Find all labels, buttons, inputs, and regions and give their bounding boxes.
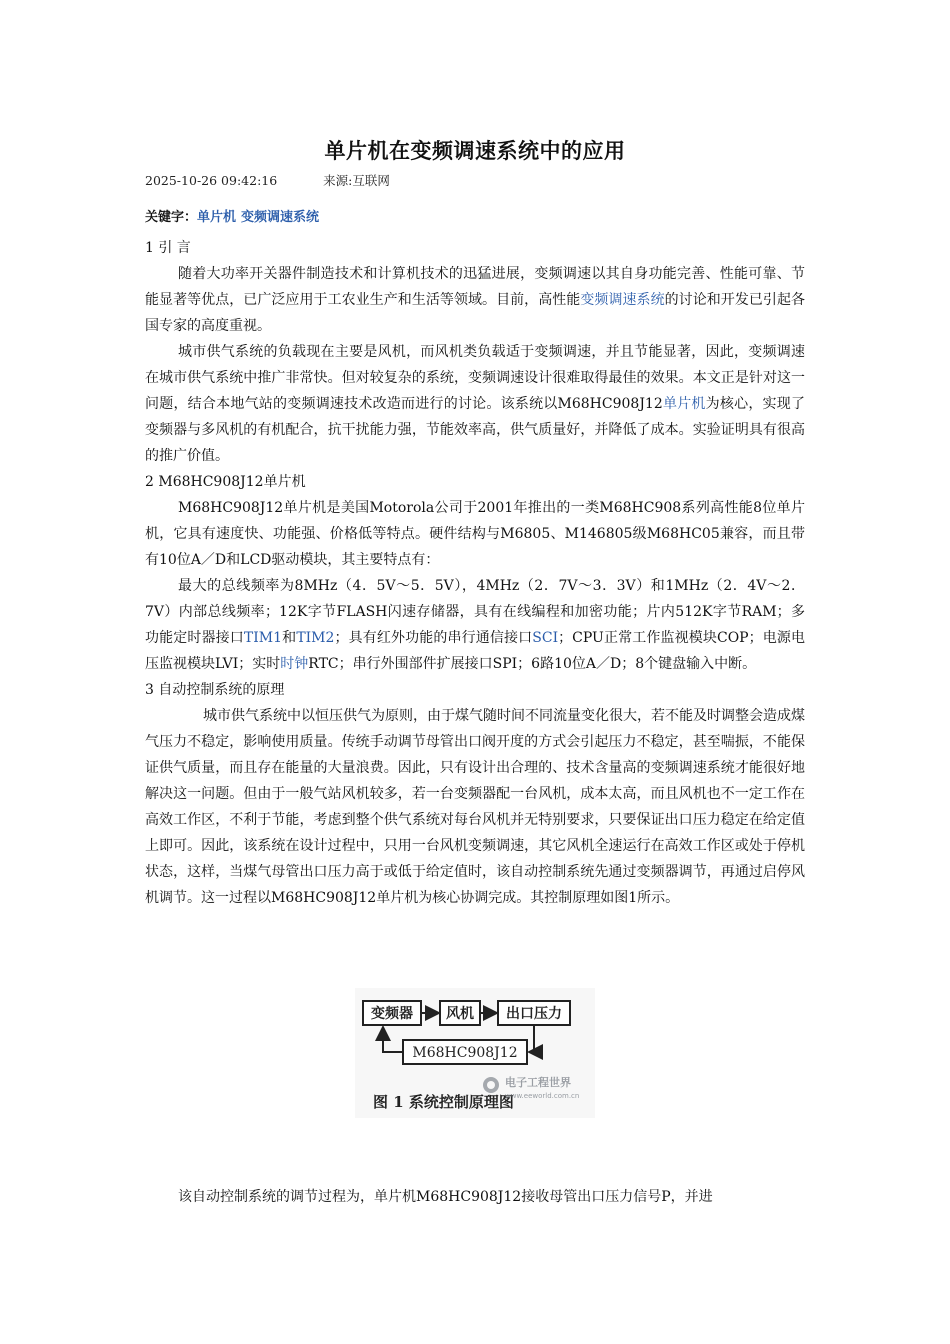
paragraph-control-principle: 城市供气系统中以恒压供气为原则，由于煤气随时间不同流量变化很大，若不能及时调整会造成煤气压力不稳定，影响使用质量。传统手动调节母管出口阀开度的方式会引起压力不稳定，甚至喘振，不能保证供气质量，而且存在能量的大量浪费。因此，只有设计出合理的、技术含量高的变频调速系统才能很好地解决这一问题。但由于一般气站风机较多，若一台变频器配一台风机，成本太高，而且风机也不一定工作在高效工作区，不利于节能，考虑到整个供气系统对每台风机并无特别要求，只要保证出口压力稳定在给定值上即可。因此，该系统在设计过程中，只用一台风机变频调速，其它风机全速运行在高效工作区或处于停机状态，这样，当煤气母管出口压力高于或低于给定值时，该自动控制系统先通过变频器调节，再通过启停风机调节。这一过程以M68HC908J12单片机为核心协调完成。其控制原理如图1所示。 [145, 708, 805, 906]
link-tim1[interactable]: TIM1 [243, 630, 283, 646]
paragraph-intro: 随着大功率开关器件制造技术和计算机技术的迅猛进展，变频调速以其自身功能完善、性能可靠、节能显著等优点，已广泛应用于工农业生产和生活等领域。目前，高性能变频调速系统的讨论和开发已引起各国专家的高度重视。 [145, 266, 806, 334]
box-fan-label: 风机 [446, 1006, 474, 1022]
control-diagram-svg [355, 988, 595, 1118]
keywords-line [145, 206, 324, 225]
figure-caption: 图 1 系统控制原理图 [373, 1093, 514, 1111]
link-tim2[interactable]: TIM2 [296, 630, 335, 646]
article-body [145, 235, 805, 911]
link-clock[interactable]: 时钟 [280, 656, 309, 672]
paragraph-gas-supply: 城市供气系统的负载现在主要是风机，而风机类负载适于变频调速，并且节能显著，因此，变频调速在城市供气系统中推广非常快。但对较复杂的系统，变频调速设计很难取得最佳的效果。本文正是针对这一问题，结合本地气站的变频调速技术改造而进行的讨论。该系统以M68HC908J12单片机为核心，实现了变频器与多风机的有机配合，抗干扰能力强，节能效率高，供气质量好，并降低了成本。实验证明具有很高的推广价值。 [145, 344, 806, 464]
box-inverter-label: 变频器 [371, 1006, 413, 1022]
watermark-url: www.eeworld.com.cn [505, 1092, 580, 1100]
article-source: 来源:互联网 [323, 173, 390, 188]
link-vfd-system[interactable]: 变频调速系统 [580, 292, 665, 308]
article-meta [145, 171, 390, 189]
paragraph-adjustment-process: 该自动控制系统的调节过程为，单片机M68HC908J12接收母管出口压力信号P，并进 [178, 1189, 713, 1205]
section-heading-control: 3 自动控制系统的原理 [145, 682, 285, 698]
box-outlet-pressure-label: 出口压力 [506, 1006, 562, 1022]
section-heading-mcu: 2 M68HC908J12单片机 [145, 474, 306, 490]
keyword-link-vfd-system[interactable]: 变频调速系统 [241, 210, 320, 225]
keywords-label: 关键字： [145, 210, 198, 225]
box-mcu-label: M68HC908J12 [412, 1045, 518, 1061]
publish-date: 2025-10-26 09:42:16 [145, 173, 278, 188]
link-sci[interactable]: SCI [532, 630, 559, 646]
watermark-text: 电子工程世界 [505, 1076, 571, 1089]
paragraph-mcu-intro: M68HC908J12单片机是美国Motorola公司于2001年推出的一类M68HC908系列高性能8位单片机，它具有速度快、功能强、价格低等特点。硬件结构与M6805、M146805级M68HC05兼容，而且带有10位A／D和LCD驱动模块，其主要特点有： [145, 500, 805, 568]
figure-control-diagram [355, 988, 595, 1118]
paragraph-mcu-features: 最大的总线频率为8MHz（4．5V～5．5V），4MHz（2．7V～3．3V）和1MHz（2．4V～2．7V）内部总线频率；12K字节FLASH闪速存储器，具有在线编程和加密功能；片内512K字节RAM；多功能定时器接口TIM1和TIM2；具有红外功能的串行通信接口SCI；CPU正常工作监视模块COP；电源电压监视模块LVI；实时时钟RTC；串行外围部件扩展接口SPI；6路10位A／D；8个键盘输入中断。 [145, 578, 805, 672]
link-mcu[interactable]: 单片机 [662, 396, 706, 412]
article-title: 单片机在变频调速系统中的应用 [324, 139, 626, 164]
section-heading-intro: 1 引 言 [145, 240, 191, 256]
keyword-link-mcu[interactable]: 单片机 [197, 210, 237, 225]
